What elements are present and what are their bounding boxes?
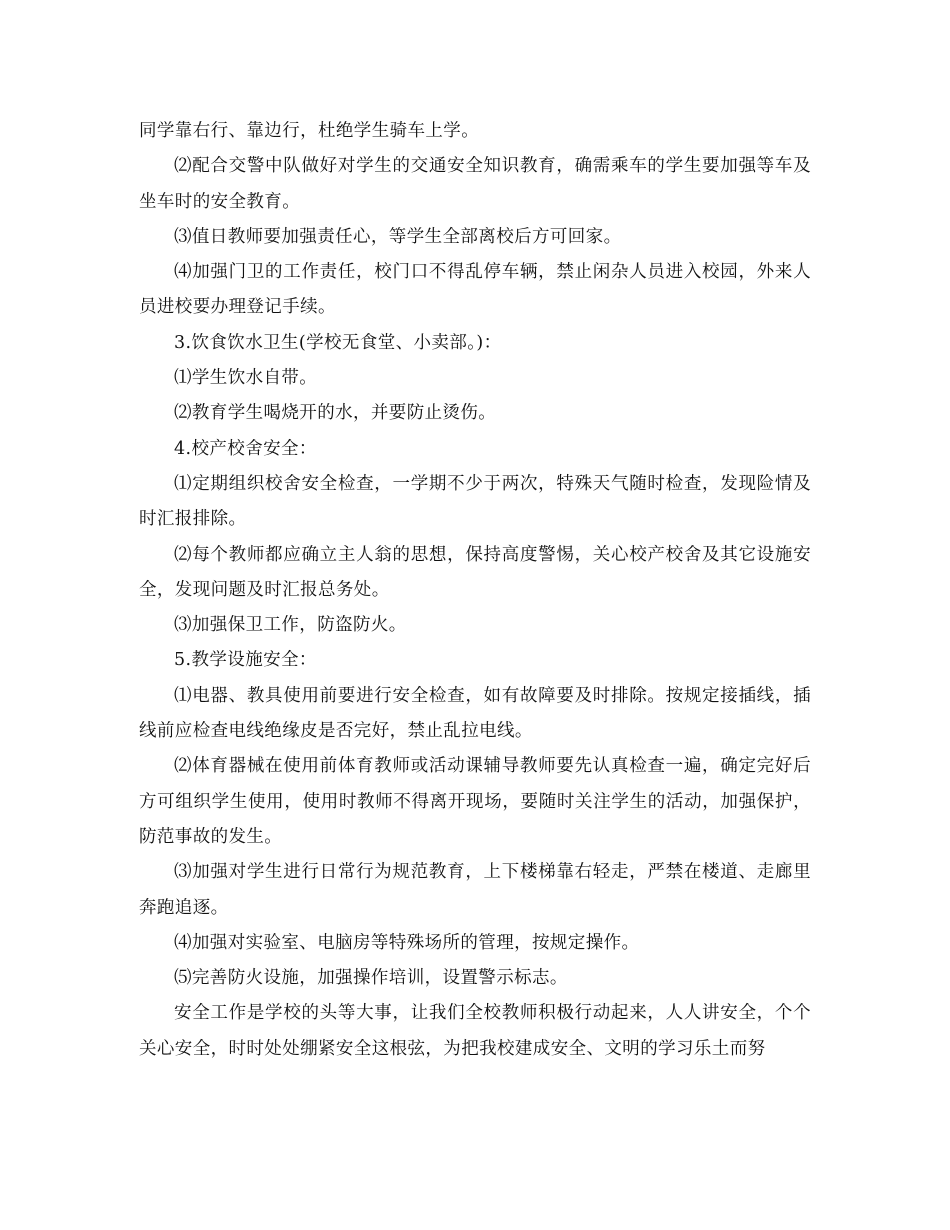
paragraph-sports-equipment: ⑵体育器械在使用前体育教师或活动课辅导教师要先认真检查一遍，确定完好后方可组织学生使用，使用时教师不得离开现场，要随时关注学生的活动，加强保护，防范事故的发生。 — [139, 756, 811, 847]
paragraph-teacher-ownership: ⑵每个教师都应确立主人翁的思想，保持高度警惕，关心校产校舍及其它设施安全，发现问题及时汇报总务处。 — [139, 544, 811, 600]
paragraph-security-fire: ⑶加强保卫工作，防盗防火。 — [174, 615, 407, 636]
paragraph-electrical-safety: ⑴电器、教具使用前要进行安全检查，如有故障要及时排除。按规定接插线，插线前应检查电线绝缘皮是否完好，禁止乱拉电线。 — [139, 685, 811, 742]
document-body — [139, 114, 811, 1067]
paragraph-closing: 安全工作是学校的头等大事，让我们全校教师积极行动起来，人人讲安全，个个关心安全，时时处处绷紧安全这根弦，为把我校建成安全、文明的学习乐土而努 — [139, 1003, 811, 1059]
paragraph-gate-guard: ⑷加强门卫的工作责任，校门口不得乱停车辆，禁止闲杂人员进入校园，外来人员进校要办理登记手续。 — [139, 262, 811, 318]
paragraph-traffic-education: ⑵配合交警中队做好对学生的交通安全知识教育，确需乘车的学生要加强等车及坐车时的安全教育。 — [139, 156, 811, 212]
paragraph-building-inspection: ⑴定期组织校舍安全检查，一学期不少于两次，特殊天气随时检查，发现险情及时汇报排除。 — [139, 473, 811, 530]
paragraph-lab-management: ⑷加强对实验室、电脑房等特殊场所的管理，按规定操作。 — [174, 932, 640, 953]
section-heading-property-safety: 4.校产校舍安全： — [174, 438, 317, 459]
paragraph-behavior-education: ⑶加强对学生进行日常行为规范教育，上下楼梯靠右轻走，严禁在楼道、走廊里奔跑追逐。 — [139, 862, 811, 918]
paragraph-continuation: 同学靠右行、靠边行，杜绝学生骑车上学。 — [139, 121, 480, 141]
section-heading-teaching-facilities: 5.教学设施安全： — [174, 650, 317, 671]
paragraph-duty-teacher: ⑶值日教师要加强责任心，等学生全部离校后方可回家。 — [174, 226, 622, 247]
section-heading-food-water: 3.饮食饮水卫生(学校无食堂、小卖部。)： — [174, 332, 502, 353]
paragraph-water-self-bring: ⑴学生饮水自带。 — [174, 368, 318, 389]
paragraph-fire-prevention: ⑸完善防火设施，加强操作培训，设置警示标志。 — [174, 968, 568, 989]
paragraph-boiled-water: ⑵教育学生喝烧开的水，并要防止烫伤。 — [174, 403, 497, 424]
